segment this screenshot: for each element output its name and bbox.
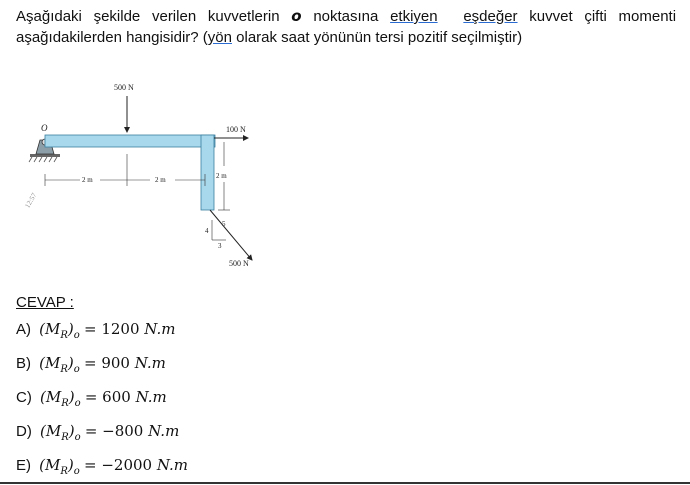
bottom-border xyxy=(0,482,690,484)
slope-label-3: 3 xyxy=(218,242,222,250)
question-part-4: olarak saat yönünün tersi pozitif seçilmiştir) xyxy=(236,29,523,46)
beam-figure xyxy=(0,70,300,285)
answer-header: CEVAP : xyxy=(16,294,74,311)
option-b[interactable] xyxy=(16,354,166,375)
dimension-horizontal xyxy=(45,154,205,186)
dim-label-mid: 2 m xyxy=(155,176,166,184)
ground-hatch xyxy=(29,154,60,162)
beam-horizontal xyxy=(45,135,215,147)
option-value: = −2000 N.m xyxy=(83,456,189,474)
option-letter: E) xyxy=(16,457,31,474)
word-yon: yön xyxy=(207,29,232,46)
slope-label-5: 5 xyxy=(222,220,226,228)
watermark-text: 12:57 xyxy=(23,191,39,210)
word-esdeger: eşdeğer xyxy=(463,8,518,25)
moment-expression: $(M_R)_o$ xyxy=(40,388,81,409)
question-part-1: Aşağıdaki şekilde verilen kuvvetlerin xyxy=(16,8,280,25)
option-value: = 1200 N.m xyxy=(83,320,176,338)
option-value: = −800 N.m xyxy=(84,422,180,440)
point-o-label: O xyxy=(41,123,48,133)
option-value: = 600 N.m xyxy=(84,388,167,406)
moment-expression: $(M_R)_o$ xyxy=(39,354,80,375)
moment-expression: $(M_R)_o$ xyxy=(39,456,80,477)
force-500n-slanted-arrow xyxy=(210,210,252,260)
question-part-3: kuvvet çifti momenti aşağıdakilerden hangisidir? ( xyxy=(16,8,677,46)
option-letter: B) xyxy=(16,355,31,372)
option-value: = 900 N.m xyxy=(83,354,166,372)
dim-label-left: 2 m xyxy=(82,176,93,184)
option-e[interactable] xyxy=(16,456,188,477)
option-letter: A) xyxy=(16,321,31,338)
option-c[interactable] xyxy=(16,388,167,409)
moment-expression: $(M_R)_o$ xyxy=(39,320,80,341)
moment-expression: $(M_R)_o$ xyxy=(40,422,81,443)
option-d[interactable] xyxy=(16,422,179,443)
option-a[interactable] xyxy=(16,320,175,341)
force-100n-label: 100 N xyxy=(226,125,246,134)
word-etkiyen: etkiyen xyxy=(390,8,438,25)
question-part-2: noktasına xyxy=(313,8,379,25)
option-letter: D) xyxy=(16,423,32,440)
slope-label-4: 4 xyxy=(205,227,209,235)
force-500n-top-label: 500 N xyxy=(114,83,134,92)
question-text xyxy=(16,6,676,48)
dim-label-right: 2 m xyxy=(216,172,227,180)
option-letter: C) xyxy=(16,389,32,406)
beam-vertical xyxy=(201,135,214,210)
force-500n-slanted-label: 500 N xyxy=(229,259,249,268)
point-o-symbol: o xyxy=(291,7,302,25)
